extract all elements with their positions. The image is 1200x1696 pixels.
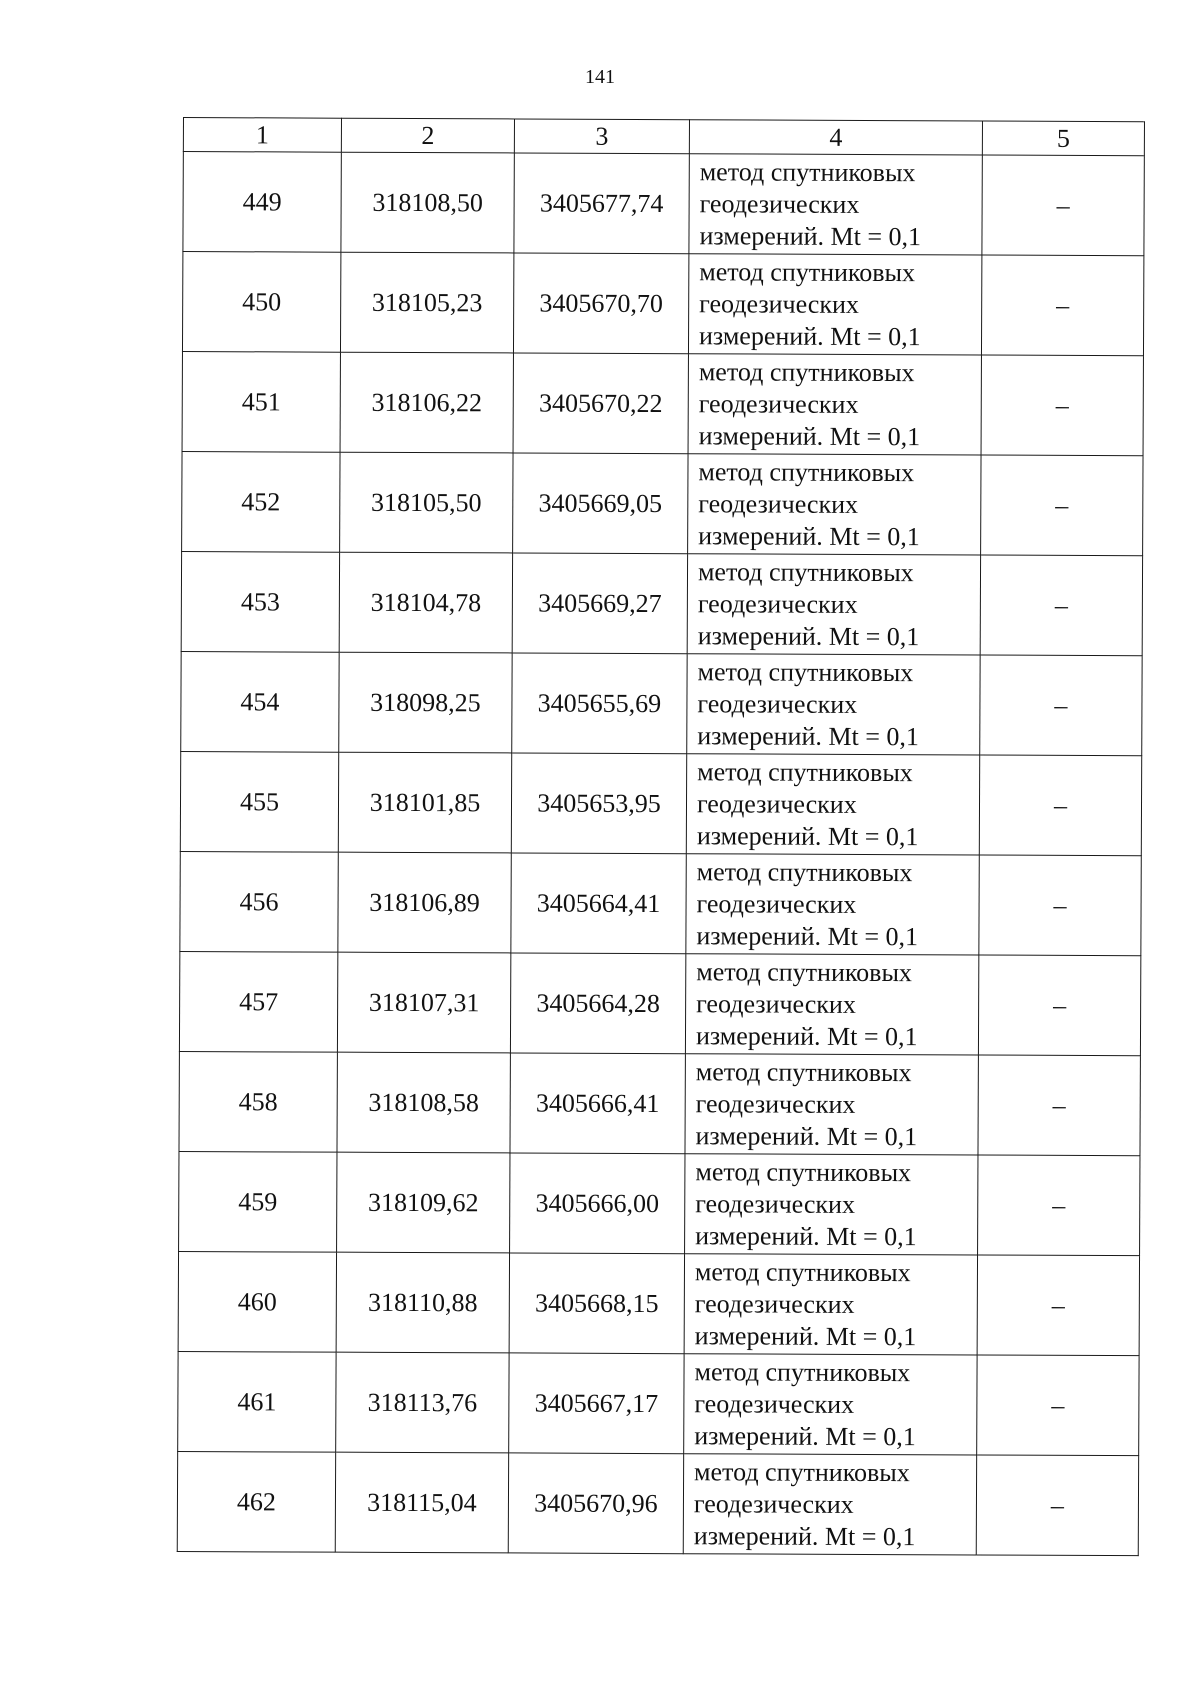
note-cell: –	[982, 155, 1144, 256]
point-number-cell: 460	[178, 1251, 336, 1352]
method-line-1: метод спутниковых	[697, 556, 914, 587]
note-cell: –	[976, 1455, 1138, 1556]
column-header-3: 3	[514, 119, 689, 154]
table-header-row	[183, 118, 1144, 156]
y-coordinate-cell: 3405664,41	[511, 853, 686, 954]
method-line-1: метод спутниковых	[696, 856, 913, 887]
method-line-2: геодезических	[695, 1188, 856, 1219]
x-coordinate-cell: 318098,25	[339, 652, 512, 753]
y-coordinate-cell: 3405667,17	[509, 1353, 684, 1454]
method-cell	[687, 654, 980, 755]
column-header-2: 2	[341, 118, 514, 153]
method-line-3: измерений. Mt = 0,1	[695, 1020, 918, 1051]
table-row	[179, 951, 1140, 1055]
table-row	[180, 851, 1141, 955]
method-line-1: метод спутниковых	[697, 656, 914, 687]
table-row	[181, 551, 1142, 655]
method-line-2: геодезических	[698, 388, 859, 419]
y-coordinate-cell: 3405666,41	[510, 1053, 685, 1154]
method-line-1: метод спутниковых	[698, 456, 915, 487]
table-row	[182, 351, 1143, 455]
table-row	[183, 152, 1144, 256]
note-cell: –	[979, 755, 1141, 856]
method-line-2: геодезических	[694, 1388, 855, 1419]
point-number-cell: 454	[181, 651, 339, 752]
note-cell: –	[981, 455, 1143, 556]
point-number-cell: 457	[179, 951, 337, 1052]
y-coordinate-cell: 3405655,69	[512, 653, 687, 754]
method-cell	[685, 954, 978, 1055]
method-line-3: измерений. Mt = 0,1	[698, 320, 921, 351]
point-number-cell: 451	[182, 351, 340, 452]
table-row	[177, 1451, 1138, 1555]
x-coordinate-cell: 318106,89	[338, 852, 511, 953]
method-line-3: измерений. Mt = 0,1	[698, 520, 920, 551]
column-header-5: 5	[982, 121, 1144, 156]
method-line-1: метод спутниковых	[695, 1156, 912, 1187]
y-coordinate-cell: 3405670,22	[513, 353, 688, 454]
method-line-3: измерений. Mt = 0,1	[697, 720, 919, 751]
x-coordinate-cell: 318113,76	[336, 1352, 509, 1453]
method-line-2: геодезических	[699, 188, 860, 219]
note-cell: –	[977, 1355, 1139, 1456]
method-line-3: измерений. Mt = 0,1	[694, 1320, 917, 1351]
table-row	[182, 252, 1143, 356]
method-line-3: измерений. Mt = 0,1	[693, 1520, 916, 1551]
point-number-cell: 453	[181, 551, 339, 652]
method-line-1: метод спутниковых	[696, 956, 913, 987]
method-line-3: измерений. Mt = 0,1	[696, 920, 919, 951]
note-cell: –	[979, 855, 1141, 956]
method-line-1: метод спутниковых	[694, 1256, 911, 1287]
table-row	[179, 1051, 1140, 1155]
x-coordinate-cell: 318110,88	[336, 1252, 509, 1353]
method-cell	[685, 1154, 978, 1255]
y-coordinate-cell: 3405670,70	[513, 253, 688, 354]
method-line-3: измерений. Mt = 0,1	[695, 1120, 918, 1151]
x-coordinate-cell: 318109,62	[337, 1152, 510, 1253]
method-cell	[688, 454, 981, 555]
method-line-1: метод спутниковых	[694, 1356, 911, 1387]
table-row	[182, 451, 1143, 555]
method-line-2: геодезических	[693, 1488, 854, 1519]
method-line-1: метод спутниковых	[698, 356, 915, 387]
table-row	[180, 751, 1141, 855]
point-number-cell: 452	[182, 451, 340, 552]
y-coordinate-cell: 3405664,28	[510, 953, 685, 1054]
method-line-2: геодезических	[696, 888, 857, 919]
method-cell	[683, 1454, 976, 1555]
method-line-2: геодезических	[695, 1088, 856, 1119]
note-cell: –	[978, 955, 1140, 1056]
method-cell	[686, 754, 979, 855]
table-row	[178, 1251, 1139, 1355]
point-number-cell: 449	[183, 152, 341, 253]
x-coordinate-cell: 318104,78	[339, 552, 512, 653]
note-cell: –	[981, 355, 1143, 456]
point-number-cell: 455	[180, 751, 338, 852]
method-line-1: метод спутниковых	[695, 1056, 912, 1087]
note-cell: –	[977, 1255, 1139, 1356]
method-line-1: метод спутниковых	[697, 756, 913, 787]
x-coordinate-cell: 318105,23	[340, 252, 513, 353]
method-line-2: геодезических	[697, 688, 858, 719]
method-cell	[684, 1354, 977, 1455]
method-line-3: измерений. Mt = 0,1	[699, 220, 922, 251]
point-number-cell: 458	[179, 1051, 337, 1152]
x-coordinate-cell: 318108,58	[337, 1052, 510, 1153]
column-header-1: 1	[183, 118, 341, 153]
method-line-3: измерений. Mt = 0,1	[698, 420, 921, 451]
point-number-cell: 450	[182, 252, 340, 353]
method-cell	[686, 854, 979, 955]
method-line-2: геодезических	[698, 488, 859, 519]
point-number-cell: 462	[177, 1451, 335, 1552]
x-coordinate-cell: 318101,85	[338, 752, 511, 853]
table-row	[179, 1151, 1140, 1255]
table-row	[178, 1351, 1139, 1455]
note-cell: –	[980, 655, 1142, 756]
column-header-4: 4	[689, 120, 982, 155]
y-coordinate-cell: 3405669,27	[512, 553, 687, 654]
method-line-3: измерений. Mt = 0,1	[697, 620, 920, 651]
table-row	[181, 651, 1142, 755]
y-coordinate-cell: 3405670,96	[508, 1453, 683, 1554]
method-cell	[685, 1054, 978, 1155]
method-line-1: метод спутниковых	[699, 156, 916, 187]
y-coordinate-cell: 3405653,95	[511, 753, 686, 854]
method-line-2: геодезических	[696, 788, 857, 819]
y-coordinate-cell: 3405677,74	[514, 153, 689, 254]
coordinates-table	[177, 117, 1145, 1556]
x-coordinate-cell: 318108,50	[341, 152, 514, 253]
y-coordinate-cell: 3405666,00	[510, 1153, 685, 1254]
x-coordinate-cell: 318106,22	[340, 352, 513, 453]
method-line-3: измерений. Mt = 0,1	[694, 1420, 916, 1451]
note-cell: –	[981, 255, 1143, 356]
method-cell	[687, 554, 980, 655]
table-body	[177, 152, 1144, 1556]
x-coordinate-cell: 318105,50	[340, 452, 513, 553]
method-line-3: измерений. Mt = 0,1	[696, 820, 919, 851]
y-coordinate-cell: 3405668,15	[509, 1253, 684, 1354]
note-cell: –	[978, 1155, 1140, 1256]
page-number: 141	[585, 66, 615, 88]
y-coordinate-cell: 3405669,05	[513, 453, 688, 554]
point-number-cell: 456	[180, 851, 338, 952]
method-cell	[688, 254, 981, 355]
x-coordinate-cell: 318115,04	[335, 1452, 508, 1553]
method-cell	[689, 154, 982, 255]
method-line-1: метод спутниковых	[694, 1456, 910, 1487]
method-line-1: метод спутниковых	[699, 256, 916, 287]
method-line-2: геодезических	[694, 1288, 855, 1319]
method-line-2: геодезических	[699, 288, 859, 319]
note-cell: –	[978, 1055, 1140, 1156]
point-number-cell: 461	[178, 1351, 336, 1452]
point-number-cell: 459	[179, 1151, 337, 1252]
x-coordinate-cell: 318107,31	[337, 952, 510, 1053]
method-cell	[684, 1254, 977, 1355]
method-cell	[688, 354, 981, 455]
note-cell: –	[980, 555, 1142, 656]
method-line-2: геодезических	[697, 588, 858, 619]
method-line-2: геодезических	[696, 988, 856, 1019]
method-line-3: измерений. Mt = 0,1	[695, 1220, 917, 1251]
